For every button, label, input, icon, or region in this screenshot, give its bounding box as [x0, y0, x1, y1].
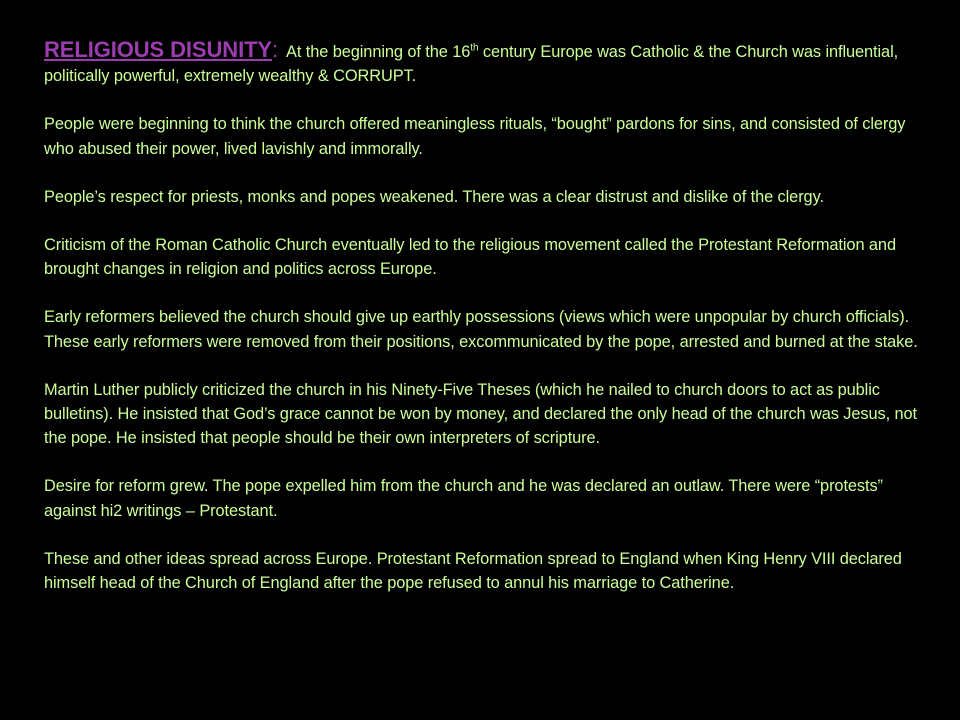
paragraph-england: These and other ideas spread across Europe. Protestant Reformation spread to England when King Henry VIII declared himself head of the Church of England after the pope refused to annul his marriage to Catherine. — [44, 549, 902, 593]
paragraph-rituals: People were beginning to think the church offered meaningless rituals, “bought” pardons for sins, and consisted of clergy who abused their power, lived lavishly and immorally. — [44, 115, 906, 158]
paragraph-respect: People’s respect for priests, monks and popes weakened. There was a clear distrust and dislike of the clergy. — [44, 187, 824, 206]
slide-heading: RELIGIOUS DISUNITY — [44, 37, 272, 62]
paragraph-early-reformers: Early reformers believed the church should give up earthly possessions (views which were unpopular by church officials). These early reformers were removed from their positions, excommunicated by the pope, arrested and burned at the stake. — [44, 308, 918, 351]
heading-colon: : — [272, 37, 279, 62]
paragraph-martin-luther: Martin Luther publicly criticized the church in his Ninety-Five Theses (which he nailed to church doors to act as public bulletins). He insisted that God’s grace cannot be won by money, and declared the only head of the church was Jesus, not the pope. He insisted that people should be their own interpreters of scripture. — [44, 380, 918, 448]
paragraph-criticism: Criticism of the Roman Catholic Church eventually led to the religious movement called the Protestant Reformation and brought changes in religion and politics across Europe. — [44, 236, 896, 279]
intro-text-start: At the beginning of the 16 — [286, 43, 471, 61]
intro-paragraph — [44, 38, 920, 88]
intro-text-end: century Europe was Catholic & the Church was influential, politically powerful, extremely wealthy & CORRUPT. — [44, 43, 899, 86]
intro-superscript: th — [470, 42, 479, 54]
paragraph-desire-for-reform: Desire for reform grew. The pope expelled him from the church and he was declared an outlaw. There were “protests” against hi2 writings – Protestant. — [44, 477, 883, 520]
